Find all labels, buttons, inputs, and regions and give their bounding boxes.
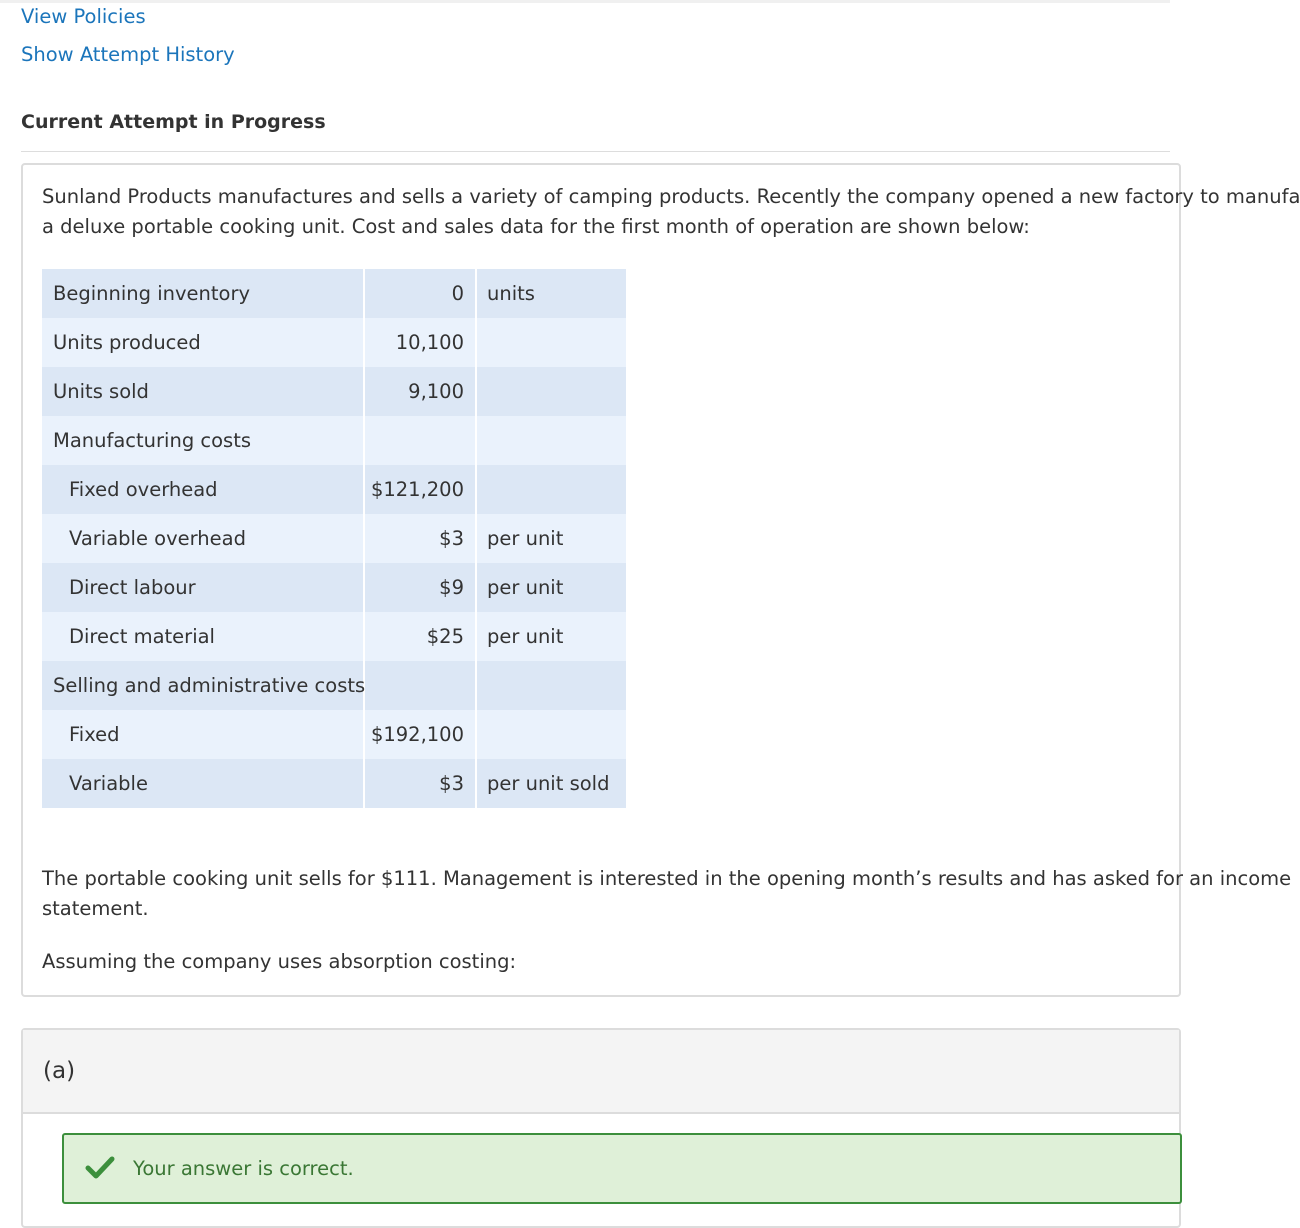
answer-feedback	[62, 1133, 1182, 1204]
row-unit: per unit	[476, 612, 626, 661]
table-row	[42, 367, 626, 416]
row-unit	[476, 367, 626, 416]
row-label: Selling and administrative costs	[42, 661, 364, 710]
row-label: Units sold	[42, 367, 364, 416]
question-intro	[42, 182, 1300, 241]
row-unit: per unit	[476, 563, 626, 612]
show-attempt-history-link[interactable]: Show Attempt History	[21, 43, 235, 66]
table-row	[42, 465, 626, 514]
price-line-2: statement.	[42, 896, 149, 920]
intro-line-2: a deluxe portable cooking unit. Cost and sales data for the first month of operation are shown below:	[42, 214, 1030, 238]
top-strip	[0, 0, 1170, 3]
row-label: Fixed	[42, 710, 364, 759]
feedback-message: Your answer is correct.	[133, 1157, 354, 1180]
row-value: $192,100	[364, 710, 476, 759]
row-value	[364, 661, 476, 710]
row-value: 0	[364, 269, 476, 318]
table-row	[42, 416, 626, 465]
table-row	[42, 318, 626, 367]
row-label: Variable overhead	[42, 514, 364, 563]
row-value: 10,100	[364, 318, 476, 367]
row-unit: units	[476, 269, 626, 318]
table-row	[42, 612, 626, 661]
price-line-1: The portable cooking unit sells for $111. Management is interested in the opening month’s results and has asked for an income	[42, 867, 1292, 890]
table-row	[42, 514, 626, 563]
row-unit	[476, 465, 626, 514]
part-label: (a)	[43, 1058, 76, 1084]
row-value: $3	[364, 759, 476, 808]
row-unit: per unit	[476, 514, 626, 563]
row-value: $121,200	[364, 465, 476, 514]
table-row	[42, 269, 626, 318]
row-value: $9	[364, 563, 476, 612]
checkmark-icon	[86, 1155, 114, 1179]
table-row	[42, 710, 626, 759]
row-value: $25	[364, 612, 476, 661]
row-value: 9,100	[364, 367, 476, 416]
heading-divider	[21, 151, 1170, 152]
row-unit: per unit sold	[476, 759, 626, 808]
table-row	[42, 759, 626, 808]
row-label: Direct material	[42, 612, 364, 661]
row-value: $3	[364, 514, 476, 563]
row-label: Fixed overhead	[42, 465, 364, 514]
row-unit	[476, 710, 626, 759]
row-label: Units produced	[42, 318, 364, 367]
row-value	[364, 416, 476, 465]
row-unit	[476, 318, 626, 367]
attempt-heading: Current Attempt in Progress	[21, 111, 326, 133]
row-label: Variable	[42, 759, 364, 808]
assumption-paragraph: Assuming the company uses absorption costing:	[42, 950, 517, 973]
row-unit	[476, 416, 626, 465]
row-label: Manufacturing costs	[42, 416, 364, 465]
price-paragraph	[42, 864, 1292, 923]
cost-data-table	[42, 269, 626, 808]
row-label: Direct labour	[42, 563, 364, 612]
part-a-header	[23, 1030, 1179, 1114]
table-row	[42, 563, 626, 612]
row-unit	[476, 661, 626, 710]
table-row	[42, 661, 626, 710]
view-policies-link[interactable]: View Policies	[21, 5, 146, 28]
row-label: Beginning inventory	[42, 269, 364, 318]
intro-line-1: Sunland Products manufactures and sells a variety of camping products. Recently the company opened a new factory to manufa	[42, 185, 1300, 208]
